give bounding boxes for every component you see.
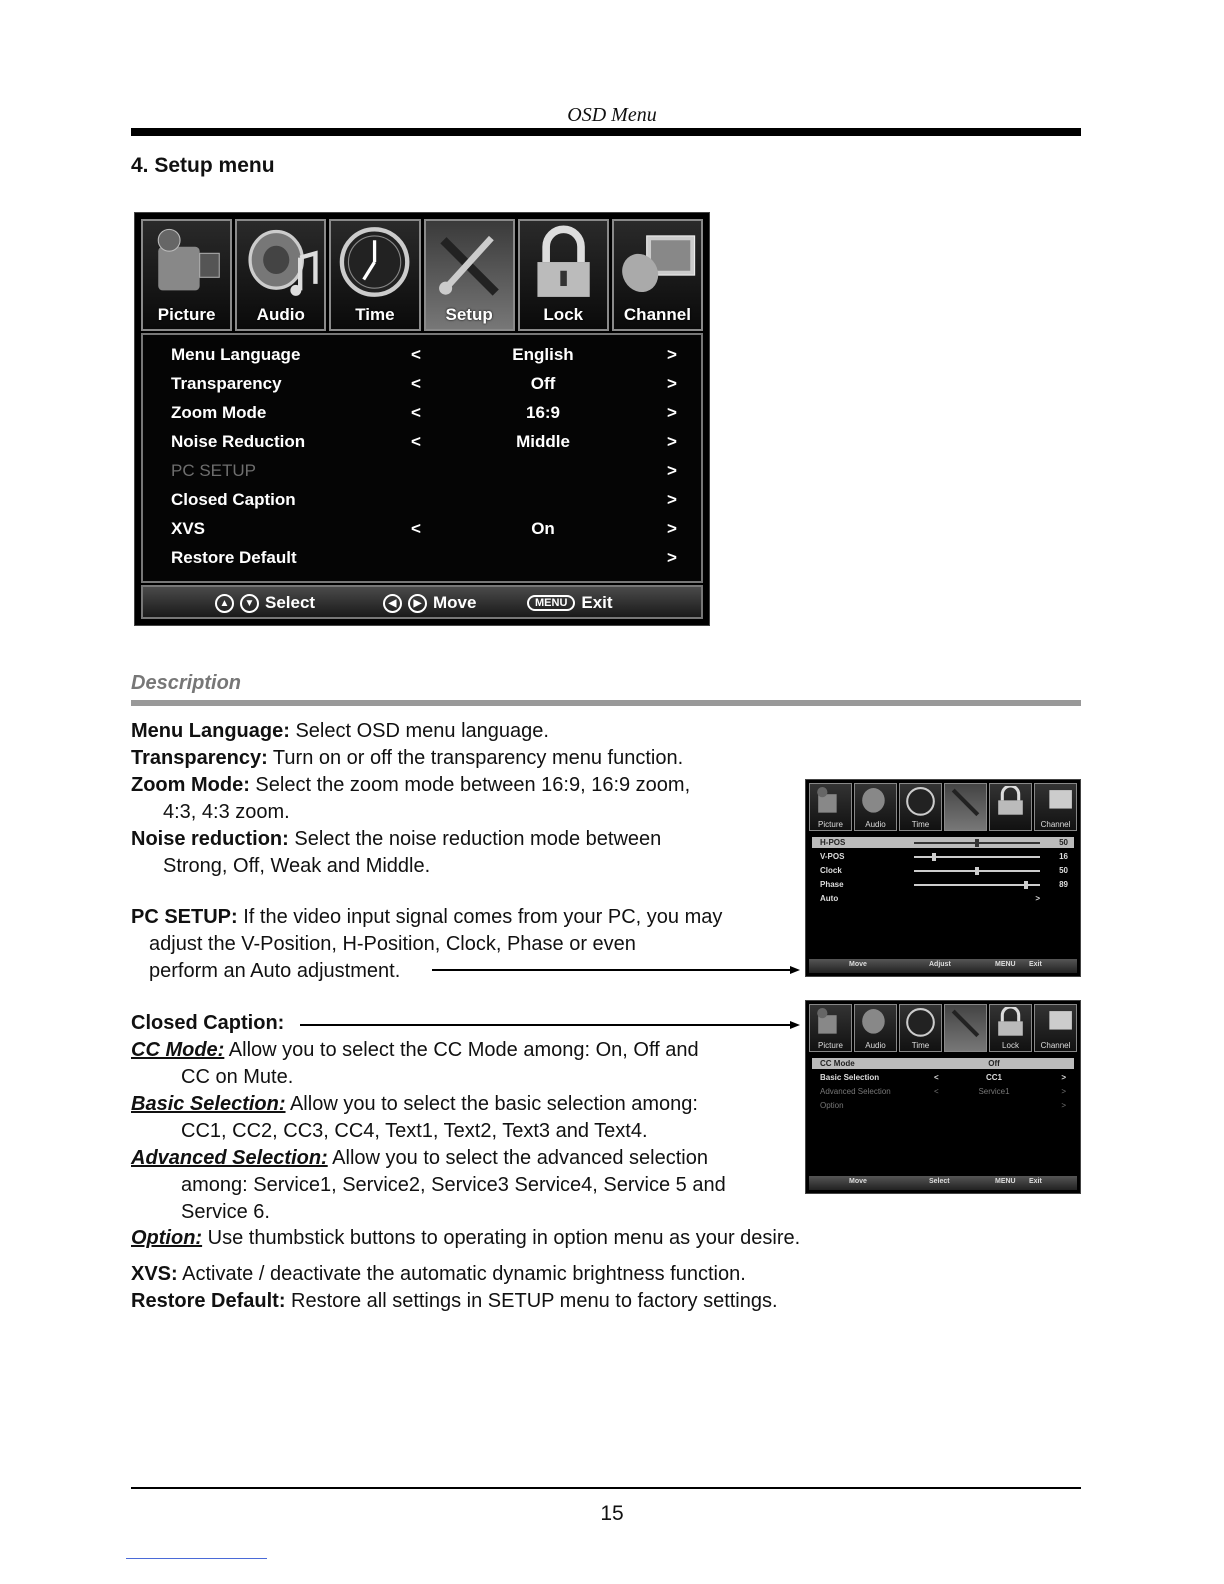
speaker-music-icon bbox=[855, 786, 896, 817]
osd-footer-hints bbox=[141, 585, 703, 619]
pc-setup-pointer-line bbox=[432, 969, 792, 971]
setup-menu-list bbox=[141, 333, 703, 583]
thumb-tab-bar bbox=[809, 1004, 1077, 1052]
desc-advanced-selection-cont2: Service 6. bbox=[181, 1201, 270, 1223]
pc-setup-thumbnail bbox=[805, 779, 1081, 977]
left-arrow-icon[interactable]: < bbox=[411, 403, 421, 422]
satellite-dish-icon bbox=[1035, 1007, 1076, 1038]
header-title: OSD Menu bbox=[567, 104, 657, 126]
pc-row-clock: Clock 50 bbox=[820, 866, 1068, 875]
menu-row-restore-default[interactable]: Restore Default > bbox=[171, 548, 677, 567]
desc-basic-selection: Basic Selection: Allow you to select the basic selection among: bbox=[131, 1093, 698, 1115]
tab-picture[interactable] bbox=[141, 219, 232, 331]
closed-caption-thumbnail bbox=[805, 1000, 1081, 1194]
tab-audio[interactable] bbox=[235, 219, 326, 331]
thumb-tab-audio: Audio bbox=[854, 783, 897, 831]
pc-row-h-pos: H-POS 50 bbox=[820, 838, 1068, 847]
desc-zoom-mode-cont: 4:3, 4:3 zoom. bbox=[163, 801, 290, 823]
header-rule bbox=[131, 128, 1081, 136]
left-button-icon: ◀ bbox=[383, 594, 402, 613]
thumb-tab-audio: Audio bbox=[854, 1004, 897, 1052]
pc-setup-pointer-arrow-icon bbox=[790, 966, 800, 974]
thumb-tab-lock: Lock bbox=[989, 1004, 1032, 1052]
footer-rule bbox=[131, 1487, 1081, 1489]
menu-row-xvs[interactable]: XVS < On > bbox=[171, 519, 677, 538]
hint-move: ◀ ▶ Move bbox=[383, 593, 476, 613]
thumb-tab-setup bbox=[944, 783, 987, 831]
tab-time[interactable] bbox=[329, 219, 420, 331]
desc-cc-mode: CC Mode: Allow you to select the CC Mode among: On, Off and bbox=[131, 1039, 699, 1061]
thumb-tab-bar bbox=[809, 783, 1077, 831]
right-button-icon: ▶ bbox=[408, 594, 427, 613]
left-arrow-icon[interactable]: < bbox=[411, 519, 421, 538]
thumb-footer: Move Adjust MENU Exit bbox=[809, 959, 1077, 973]
right-arrow-icon[interactable]: > bbox=[667, 548, 677, 567]
thumb-tab-time: Time bbox=[899, 1004, 942, 1052]
thumb-tab-lock bbox=[989, 783, 1032, 831]
left-arrow-icon[interactable]: < bbox=[411, 345, 421, 364]
cc-row-option: Option > bbox=[820, 1101, 1066, 1110]
clock-icon bbox=[900, 1007, 941, 1038]
desc-pc-setup-cont: adjust the V-Position, H-Position, Clock, Phase or even bbox=[149, 933, 636, 955]
padlock-icon bbox=[520, 225, 607, 301]
description-block-end bbox=[131, 1261, 1061, 1315]
closed-caption-pointer-line bbox=[300, 1024, 792, 1026]
tab-label: Setup bbox=[445, 305, 493, 324]
thumb-tab-channel: Channel bbox=[1034, 1004, 1077, 1052]
thumb-tab-time: Time bbox=[899, 783, 942, 831]
link-underline bbox=[126, 1558, 267, 1559]
desc-restore-default: Restore Default: Restore all settings in SETUP menu to factory settings. bbox=[131, 1290, 778, 1312]
desc-pc-setup: PC SETUP: If the video input signal comes from your PC, you may bbox=[131, 906, 723, 928]
camcorder-icon bbox=[143, 225, 230, 301]
thumb-tab-channel: Channel bbox=[1034, 783, 1077, 831]
hint-select: ▲ ▼ Select bbox=[215, 593, 315, 613]
menu-row-noise-reduction[interactable]: Noise Reduction < Middle > bbox=[171, 432, 677, 451]
desc-noise-reduction-cont: Strong, Off, Weak and Middle. bbox=[163, 855, 431, 877]
tools-icon bbox=[945, 786, 986, 817]
slider-track bbox=[914, 884, 1040, 886]
desc-cc-mode-cont: CC on Mute. bbox=[181, 1066, 294, 1088]
osd-tab-bar bbox=[141, 219, 703, 331]
left-arrow-icon[interactable]: < bbox=[411, 432, 421, 451]
description-title: Description bbox=[131, 672, 242, 694]
setup-osd-screenshot bbox=[134, 212, 710, 626]
desc-zoom-mode: Zoom Mode: Select the zoom mode between 16:9, 16:9 zoom, bbox=[131, 774, 691, 796]
padlock-icon bbox=[990, 786, 1031, 817]
slider-knob bbox=[932, 853, 936, 861]
tab-label: Time bbox=[355, 305, 395, 324]
speaker-music-icon bbox=[855, 1007, 896, 1038]
desc-noise-reduction: Noise reduction: Select the noise reduction mode between bbox=[131, 828, 662, 850]
satellite-dish-icon bbox=[1035, 786, 1076, 817]
menu-row-closed-caption[interactable]: Closed Caption > bbox=[171, 490, 677, 509]
right-arrow-icon[interactable]: > bbox=[667, 519, 677, 538]
tab-label: Lock bbox=[543, 305, 584, 324]
thumb-tab-picture: Picture bbox=[809, 1004, 852, 1052]
description-rule bbox=[131, 700, 1081, 706]
tools-icon bbox=[426, 225, 513, 301]
section-title: 4. Setup menu bbox=[131, 154, 275, 177]
tab-label: Channel bbox=[623, 305, 691, 324]
cc-row-basic-selection: Basic Selection < CC1 > bbox=[820, 1073, 1066, 1082]
desc-option: Option: Use thumbstick buttons to operating in option menu as your desire. bbox=[131, 1227, 801, 1249]
clock-icon bbox=[331, 225, 418, 301]
pc-row-v-pos: V-POS 16 bbox=[820, 852, 1068, 861]
description-block-cc bbox=[131, 1010, 891, 1226]
right-arrow-icon[interactable]: > bbox=[667, 490, 677, 509]
desc-advanced-selection: Advanced Selection: Allow you to select the advanced selection bbox=[131, 1147, 708, 1169]
desc-pc-setup-cont2: perform an Auto adjustment. bbox=[149, 960, 401, 982]
pc-row-phase: Phase 89 bbox=[820, 880, 1068, 889]
menu-row-pc-setup[interactable]: PC SETUP > bbox=[171, 461, 677, 480]
description-block-pc bbox=[131, 904, 811, 985]
tab-label: Picture bbox=[157, 305, 216, 324]
tools-icon bbox=[945, 1007, 986, 1038]
right-arrow-icon[interactable]: > bbox=[667, 345, 677, 364]
left-arrow-icon[interactable]: < bbox=[411, 374, 421, 393]
desc-xvs: XVS: Activate / deactivate the automatic dynamic brightness function. bbox=[131, 1263, 746, 1285]
tab-setup[interactable] bbox=[424, 219, 515, 331]
cc-row-cc-mode: CC Mode Off bbox=[820, 1059, 1000, 1068]
padlock-icon bbox=[990, 1007, 1031, 1038]
desc-closed-caption: Closed Caption: bbox=[131, 1012, 285, 1034]
menu-row-transparency[interactable]: Transparency < Off > bbox=[171, 374, 677, 393]
tab-label: Audio bbox=[256, 305, 305, 324]
menu-row-zoom-mode[interactable]: Zoom Mode < 16:9 > bbox=[171, 403, 677, 422]
right-arrow-icon[interactable]: > bbox=[667, 461, 677, 480]
up-button-icon: ▲ bbox=[215, 594, 234, 613]
thumb-tab-picture: Picture bbox=[809, 783, 852, 831]
camcorder-icon bbox=[810, 1007, 851, 1038]
pc-row-auto: Auto > bbox=[820, 894, 1040, 903]
camcorder-icon bbox=[810, 786, 851, 817]
slider-knob bbox=[975, 867, 979, 875]
hint-exit: MENU Exit bbox=[527, 593, 613, 613]
desc-transparency: Transparency: Turn on or off the transparency menu function. bbox=[131, 747, 684, 769]
description-block-1 bbox=[131, 718, 811, 880]
right-arrow-icon[interactable]: > bbox=[667, 432, 677, 451]
tab-lock[interactable] bbox=[518, 219, 609, 331]
right-arrow-icon[interactable]: > bbox=[667, 403, 677, 422]
satellite-dish-icon bbox=[614, 225, 701, 301]
page-number: 15 bbox=[600, 1502, 624, 1525]
slider-knob bbox=[1024, 881, 1028, 889]
menu-button-icon: MENU bbox=[527, 595, 575, 611]
slider-knob bbox=[975, 839, 979, 847]
desc-advanced-selection-cont: among: Service1, Service2, Service3 Service4, Service 5 and bbox=[181, 1174, 726, 1196]
tab-channel[interactable] bbox=[612, 219, 703, 331]
cc-row-advanced-selection: Advanced Selection < Service1 > bbox=[820, 1087, 1066, 1096]
thumb-footer: Move Select MENU Exit bbox=[809, 1176, 1077, 1190]
thumb-tab-setup bbox=[944, 1004, 987, 1052]
right-arrow-icon[interactable]: > bbox=[667, 374, 677, 393]
speaker-music-icon bbox=[237, 225, 324, 301]
desc-basic-selection-cont: CC1, CC2, CC3, CC4, Text1, Text2, Text3 and Text4. bbox=[181, 1120, 648, 1142]
menu-row-menu-language[interactable]: Menu Language < English > bbox=[171, 345, 677, 364]
closed-caption-pointer-arrow-icon bbox=[790, 1021, 800, 1029]
down-button-icon: ▼ bbox=[240, 594, 259, 613]
clock-icon bbox=[900, 786, 941, 817]
desc-menu-language: Menu Language: Select OSD menu language. bbox=[131, 720, 549, 742]
